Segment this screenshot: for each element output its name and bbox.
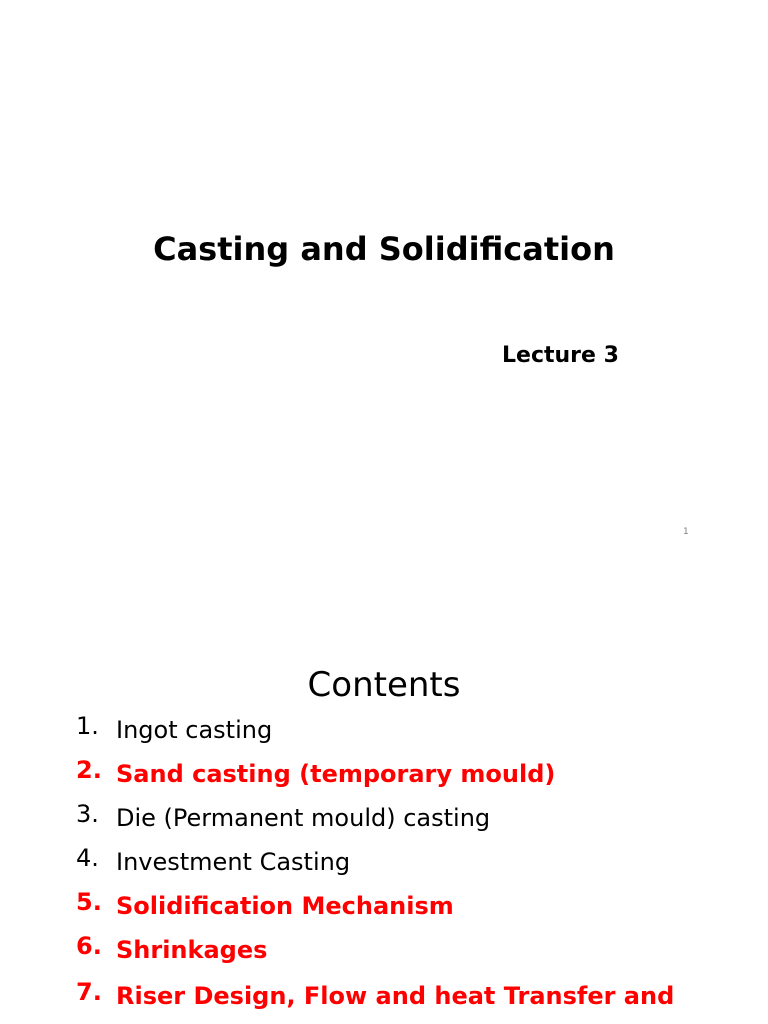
item-text: Solidification Mechanism	[116, 892, 454, 920]
item-text: Sand casting (temporary mould)	[116, 760, 556, 788]
item-number: 6.	[76, 932, 102, 960]
item-text: Riser Design, Flow and heat Transfer and	[116, 982, 675, 1010]
item-text: Investment Casting	[116, 848, 351, 876]
item-number: 4.	[76, 844, 99, 872]
list-item	[0, 752, 768, 796]
list-item	[0, 928, 768, 972]
list-item	[0, 796, 768, 840]
item-number: 5.	[76, 888, 102, 916]
item-number: 3.	[76, 800, 99, 828]
item-number: 7.	[76, 978, 102, 1006]
contents-heading: Contents	[307, 665, 461, 705]
item-number: 1.	[76, 712, 99, 740]
slide-number: 1	[683, 527, 689, 537]
list-item	[0, 840, 768, 884]
item-text: Die (Permanent mould) casting	[116, 804, 491, 832]
item-text: Shrinkages	[116, 936, 268, 964]
item-text: Ingot casting	[116, 716, 273, 744]
list-item	[0, 974, 768, 1018]
slide-title: Casting and Solidification	[153, 230, 615, 268]
item-number: 2.	[76, 756, 102, 784]
contents-slide	[0, 640, 768, 1024]
list-item	[0, 708, 768, 752]
list-item	[0, 884, 768, 928]
lecture-subtitle: Lecture 3	[502, 343, 619, 368]
